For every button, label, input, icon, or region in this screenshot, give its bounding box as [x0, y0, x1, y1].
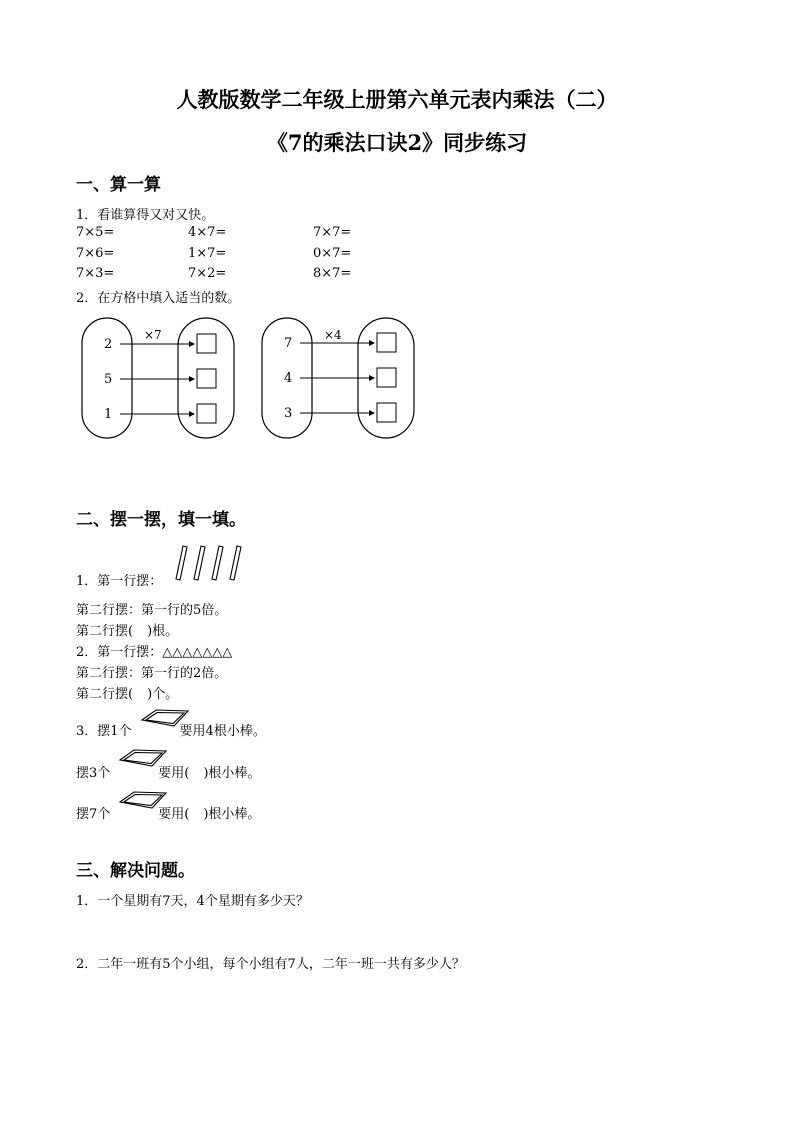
page-title: 人教版数学二年级上册第六单元表内乘法（二） — [176, 87, 618, 112]
mapping-diagram-2 — [256, 314, 426, 442]
answer-box[interactable] — [377, 403, 396, 422]
calc-cell: 7×6= — [76, 246, 115, 261]
calc-cell: 1×7= — [188, 246, 227, 261]
input-number: 2 — [104, 337, 113, 352]
operator-label: ×4 — [324, 328, 342, 342]
sticks-icon — [166, 541, 244, 583]
triangles: △△△△△△△ — [162, 645, 233, 660]
section-2-heading: 二、摆一摆，填一填。 — [76, 510, 246, 530]
input-number: 4 — [284, 371, 293, 386]
s2-q1-row2: 第二行摆：第一行的5倍。 — [76, 603, 228, 618]
calc-cell: 4×7= — [188, 225, 227, 240]
q1-prompt: 1．看谁算得又对又快。 — [76, 208, 215, 223]
section-1-heading: 一、算一算 — [76, 175, 161, 195]
calc-cell: 7×7= — [313, 225, 352, 240]
square-sticks-icon — [140, 707, 190, 729]
mapping-diagram-1 — [76, 314, 246, 442]
page-subtitle: 《7的乘法口诀2》同步练习 — [266, 130, 528, 155]
input-number: 5 — [104, 372, 113, 387]
s2-q3-line2: 摆3个 要用( )根小棒。 — [76, 766, 261, 781]
calc-cell: 8×7= — [313, 266, 352, 281]
answer-box[interactable] — [197, 404, 216, 423]
s2-q1-answer: 第二行摆( )根。 — [76, 624, 179, 639]
s2-q1-row1: 1．第一行摆： — [76, 574, 163, 589]
square-sticks-icon — [118, 789, 168, 811]
input-number: 7 — [284, 336, 293, 351]
answer-box[interactable] — [197, 369, 216, 388]
answer-box[interactable] — [377, 368, 396, 387]
input-number: 1 — [104, 407, 113, 422]
operator-label: ×7 — [144, 328, 162, 342]
s2-q3-line1: 3．摆1个 要用4根小棒。 — [76, 724, 266, 739]
s3-q1: 1．一个星期有7天，4个星期有多少天？ — [76, 894, 309, 909]
calc-cell: 0×7= — [313, 246, 352, 261]
input-number: 3 — [284, 406, 293, 421]
s3-q2: 2．二年一班有5个小组，每个小组有7人，二年一班一共有多少人？ — [76, 957, 465, 972]
s2-q3-line3: 摆7个 要用( )根小棒。 — [76, 807, 261, 822]
square-sticks-icon — [118, 747, 168, 769]
answer-box[interactable] — [377, 333, 396, 352]
s2-q2-row2: 第二行摆：第一行的2倍。 — [76, 666, 228, 681]
calc-cell: 7×2= — [188, 266, 227, 281]
answer-box[interactable] — [197, 334, 216, 353]
s2-q2-row1: 2．第一行摆：△△△△△△△ — [76, 645, 233, 660]
s2-q2-answer: 第二行摆( )个。 — [76, 687, 179, 702]
section-3-heading: 三、解决问题。 — [76, 861, 195, 881]
calc-cell: 7×3= — [76, 266, 115, 281]
calc-cell: 7×5= — [76, 225, 115, 240]
q2-prompt: 2．在方格中填入适当的数。 — [76, 291, 241, 306]
